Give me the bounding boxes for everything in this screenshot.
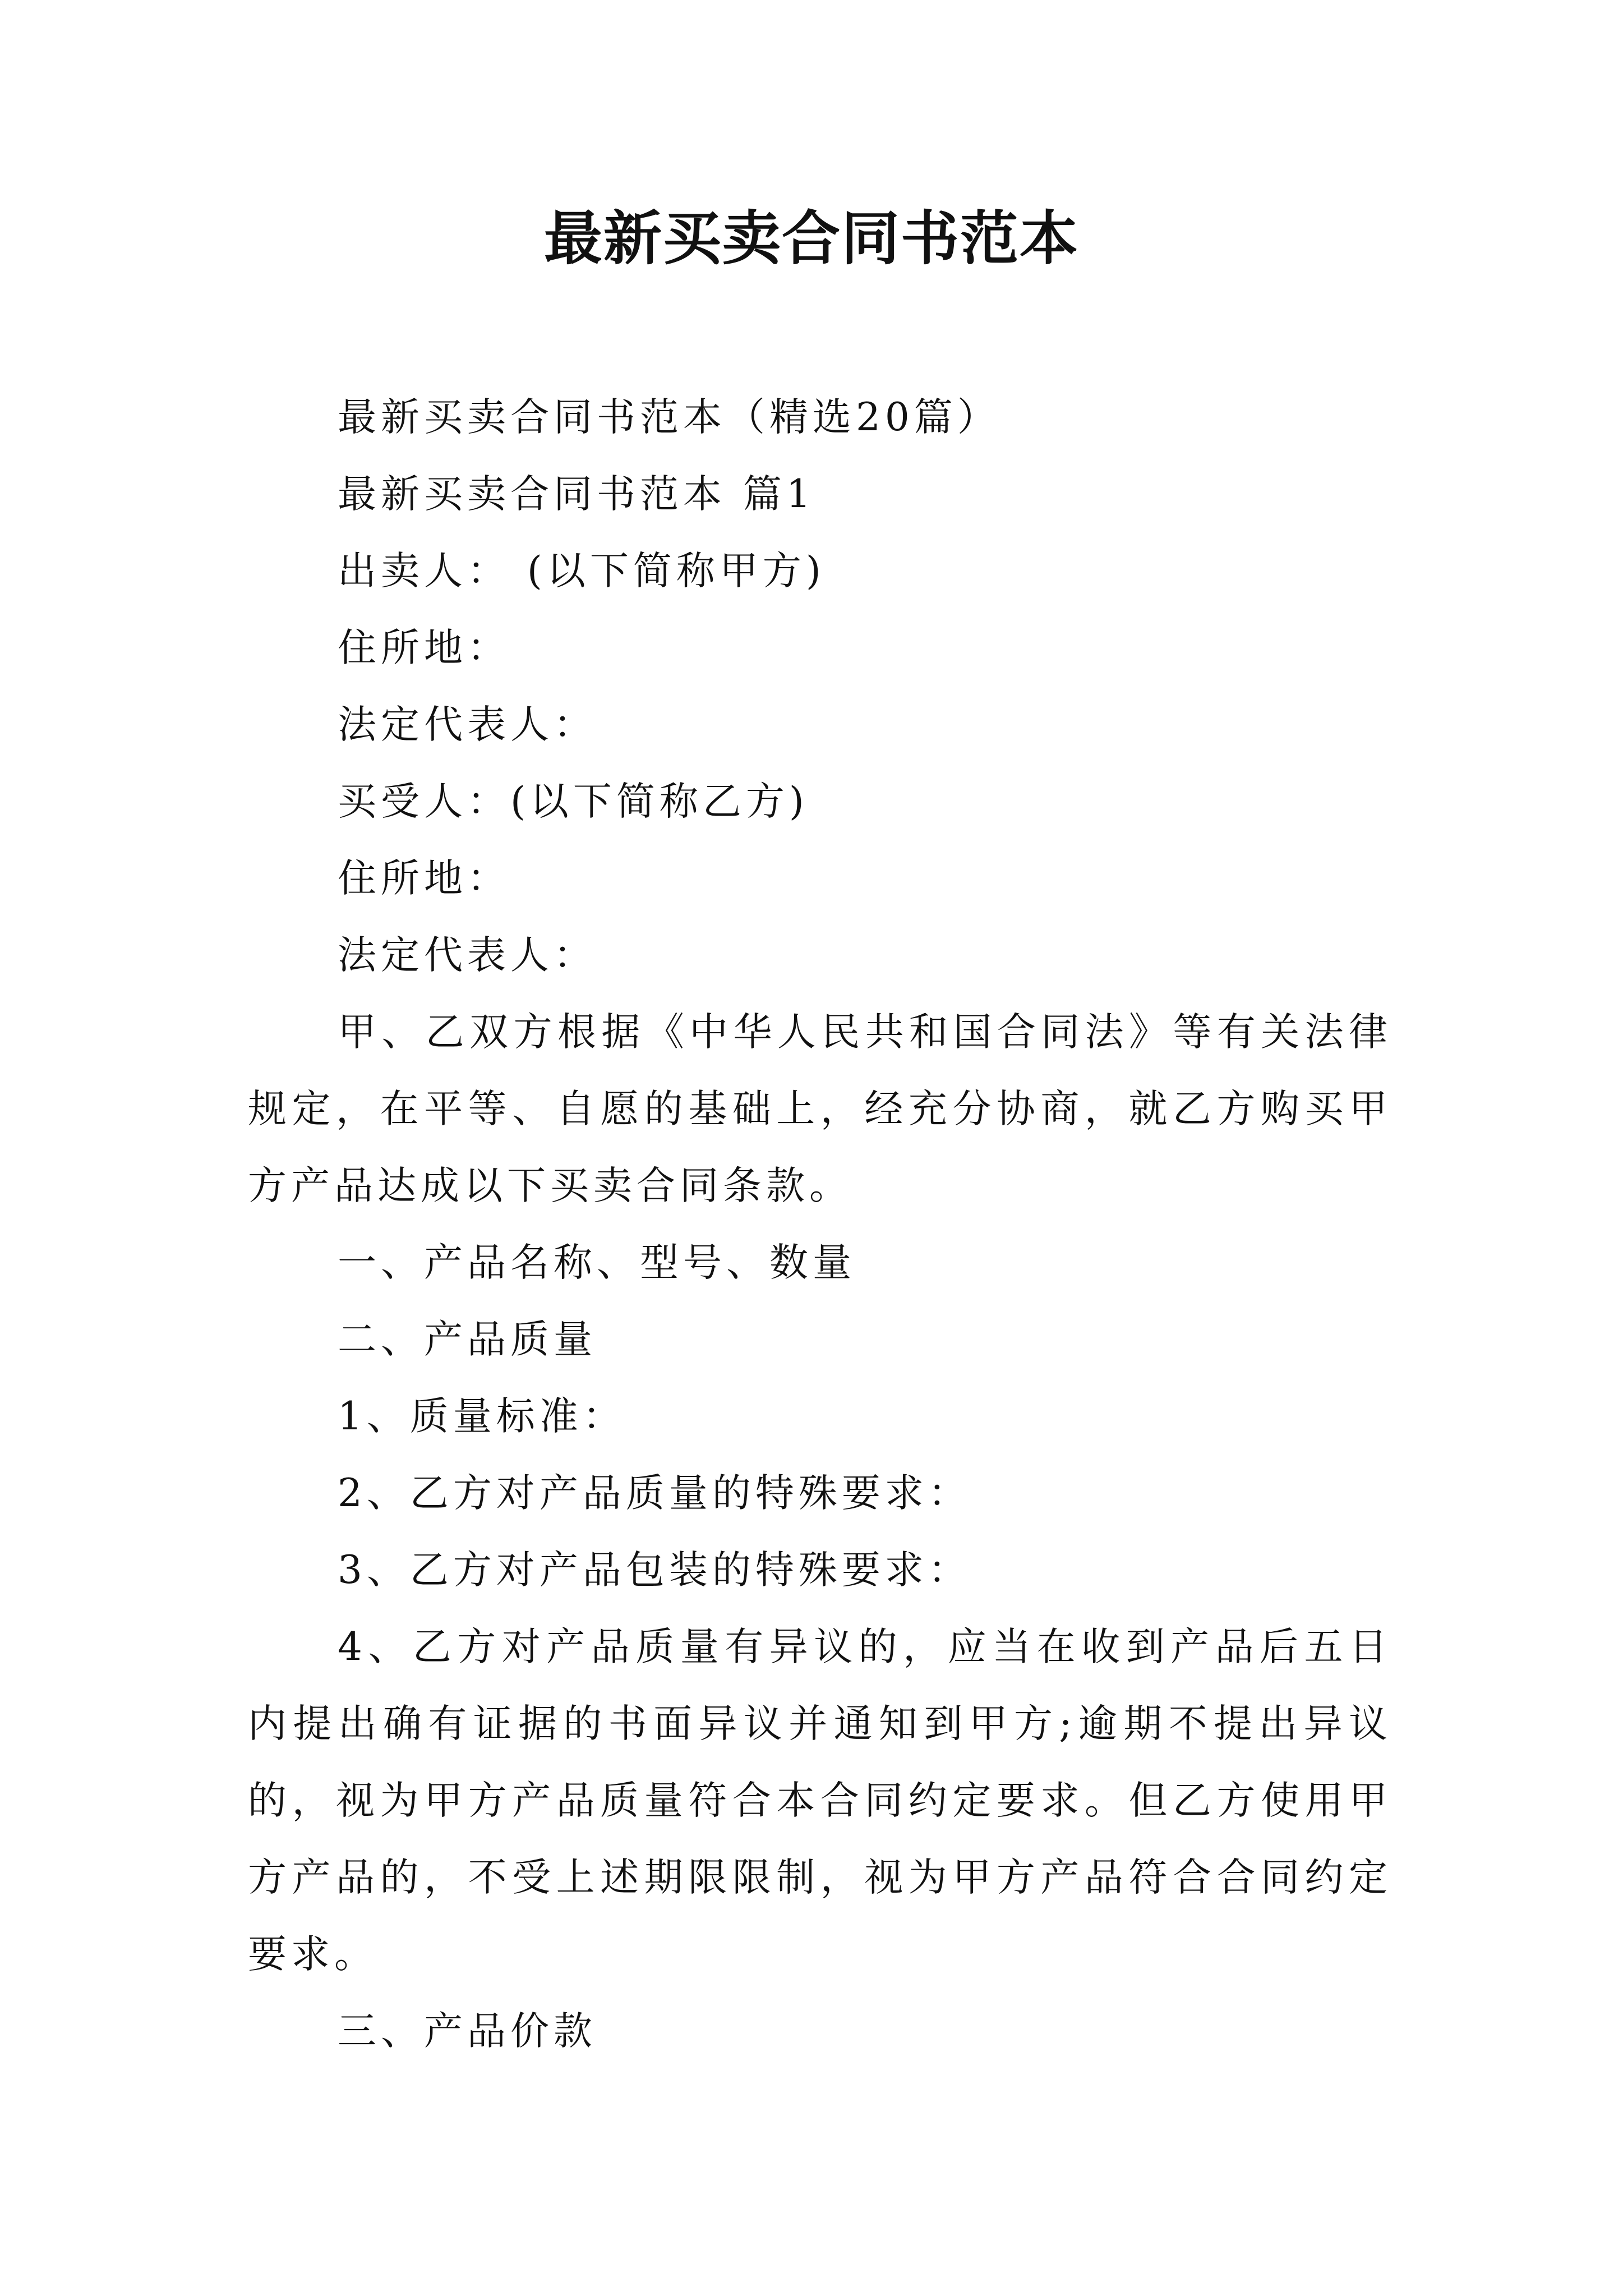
paragraph-preamble: 甲、乙双方根据《中华人民共和国合同法》等有关法律规定，在平等、自愿的基础上，经充分协商，就乙方购买甲方产品达成以下买卖合同条款。 bbox=[248, 1010, 1392, 1208]
paragraph-clause-2: 二、产品质量 bbox=[338, 1317, 597, 1362]
paragraph-item-4: 4、乙方对产品质量有异议的，应当在收到产品后五日内提出确有证据的书面异议并通知到甲方;逾期不提出异议的，视为甲方产品质量符合本合同约定要求。但乙方使用甲方产品的，不受上述期限限制，视为甲方产品符合合同约定要求。 bbox=[248, 1625, 1392, 1977]
paragraph-subtitle: 最新买卖合同书范本（精选20篇） bbox=[338, 395, 1000, 440]
paragraph-buyer-representative: 法定代表人： bbox=[338, 933, 597, 978]
paragraph-clause-3: 三、产品价款 bbox=[338, 2009, 597, 2054]
document-title: 最新买卖合同书范本 bbox=[543, 204, 1079, 273]
paragraph-item-3: 3、乙方对产品包装的特殊要求： bbox=[338, 1548, 971, 1593]
document-body bbox=[248, 379, 1392, 2070]
paragraph-item-2: 2、乙方对产品质量的特殊要求： bbox=[338, 1471, 971, 1516]
paragraph-buyer: 买受人：(以下简称乙方) bbox=[338, 779, 809, 824]
paragraph-seller: 出卖人： (以下简称甲方) bbox=[338, 549, 826, 593]
paragraph-buyer-address: 住所地： bbox=[338, 856, 510, 901]
paragraph-section-heading: 最新买卖合同书范本 篇1 bbox=[338, 472, 815, 517]
paragraph-item-1: 1、质量标准： bbox=[338, 1394, 626, 1439]
paragraph-seller-address: 住所地： bbox=[338, 625, 510, 670]
paragraph-clause-1: 一、产品名称、型号、数量 bbox=[338, 1240, 856, 1285]
paragraph-seller-representative: 法定代表人： bbox=[338, 702, 597, 747]
